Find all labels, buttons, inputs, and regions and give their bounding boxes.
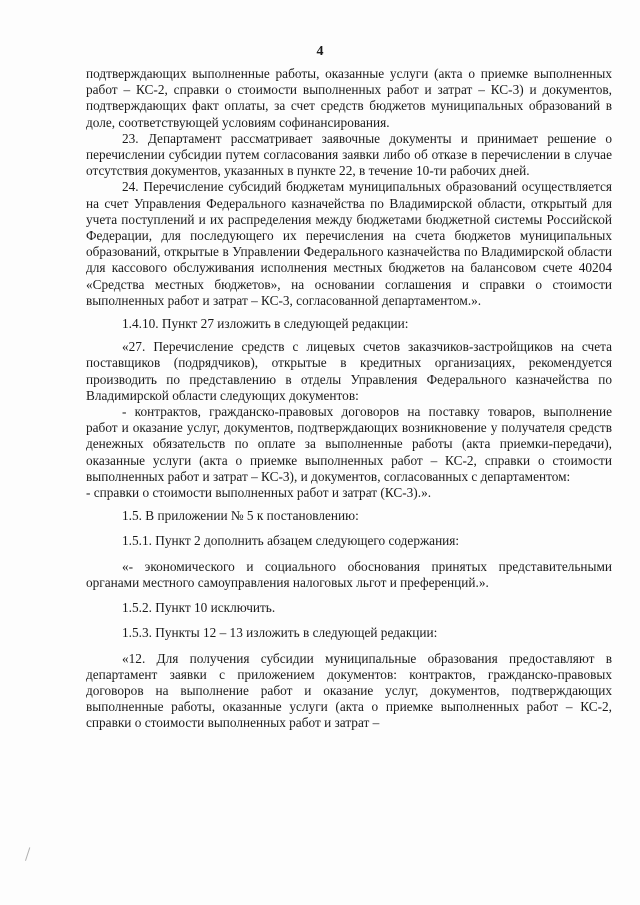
paragraph-amendment-1-5: 1.5. В приложении № 5 к постановлению: [122, 508, 359, 524]
paragraph-item-27: «27. Перечисление средств с лицевых счетов заказчиков-застройщиков на счета поставщиков (подрядчиков), открытые в кредитных организациях, рекомендуется производить по представлению в отделы Управления Федерального казначейства по Владимирской области следующих документов: [86, 339, 612, 403]
paragraph-item-12: «12. Для получения субсидии муниципальные образования предоставляют в департамент заявки с приложением документов: контрактов, гражданско-правовых договоров на выполнение работ и оказание услуг, документов, подтверждающих выполненные работы, оказанные услуги (акта о приемке выполненных работ – КС-2, справки о стоимости выполненных работ и затрат – [86, 650, 612, 731]
paragraph-item-2-addition: «- экономического и социального обоснования принятых представительными органами местного самоуправления налоговых льгот и преференций.». [86, 558, 612, 590]
paragraph-amendment-1-5-1: 1.5.1. Пункт 2 дополнить абзацем следующего содержания: [122, 533, 460, 549]
paragraph-item-23: 23. Департамент рассматривает заявочные документы и принимает решение о перечислении субсидии путем согласования заявки либо об отказе в перечислении в случае отсутствия документов, указанных в пункте 22, в течение 10-ти рабочих дней. [86, 130, 612, 179]
paragraph-amendment-1-4-10: 1.4.10. Пункт 27 изложить в следующей редакции: [122, 316, 409, 332]
paragraph-amendment-1-5-3: 1.5.3. Пункты 12 – 13 изложить в следующей редакции: [122, 625, 438, 641]
page-number: 4 [316, 44, 324, 59]
paragraph-item-24: 24. Перечисление субсидий бюджетам муниципальных образований осуществляется на счет Управления Федерального казначейства по Владимирской области, открытый для учета поступлений и их распределения между бюджетами бюджетной системы Российской Федерации, для последующего их перечисления на счета бюджетов муниципальных образований, открытые в Управлении Федерального казначейства по Владимирской области для кассового обслуживания исполнения местных бюджетов на балансовом счете 40204 «Средства местных бюджетов», на основании соглашения и справки о стоимости выполненных работ и затрат – КС-3, согласованной департаментом.». [86, 179, 612, 308]
document-body [86, 66, 612, 732]
paragraph-amendment-1-5-2: 1.5.2. Пункт 10 исключить. [122, 600, 276, 616]
scan-artifact-mark [25, 847, 36, 862]
paragraph-item-27-list-2: - справки о стоимости выполненных работ и затрат (КС-3).». [86, 485, 432, 501]
paragraph-item-27-list-1: - контрактов, гражданско-правовых договоров на поставку товаров, выполнение работ и оказание услуг, документов, подтверждающих возникновение у получателя средств денежных обязательств по оплате за выполненные работы (акта приемки-передачи), оказанные услуги (акта о приемке выполненных работ – КС-2, справки о стоимости выполненных работ и затрат – КС-3), и документов, согласованных с департаментом: [86, 404, 612, 484]
paragraph-continuation: подтверждающих выполненные работы, оказанные услуги (акта о приемке выполненных работ – КС-2, справки о стоимости выполненных работ и затрат – КС-3) и документов, подтверждающих факт оплаты, за счет средств бюджетов муниципальных образований в доле, соответствующей условиям софинансирования. [86, 66, 612, 130]
